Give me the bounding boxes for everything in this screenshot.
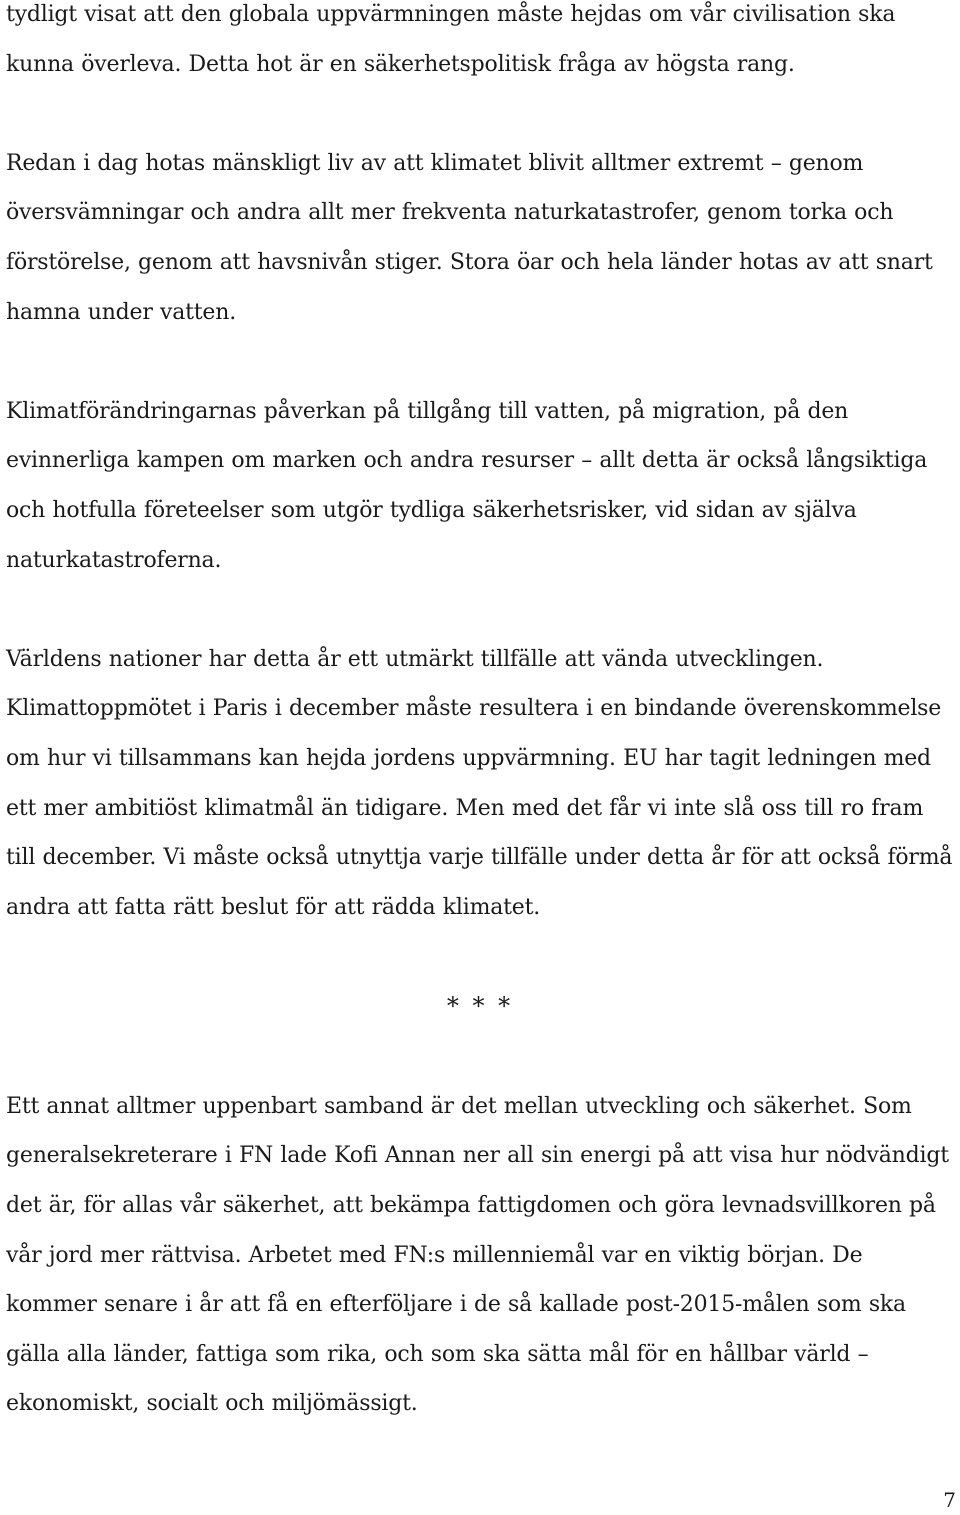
paragraph: Världens nationer har detta år ett utmärkt tillfälle att vända utvecklingen. Klimattoppmötet i Paris i december måste resultera i en bindande överenskommelse om hur vi tillsammans kan hejda jordens uppvärmning. EU har tagit ledningen med ett mer ambitiöst klimatmål än tidigare. Men med det får vi inte slå oss till ro fram till december. Vi måste också utnyttja varje tillfälle under detta år för att också förmå andra att fatta rätt beslut för att rädda klimatet.: [6, 646, 953, 920]
paragraph: Redan i dag hotas mänskligt liv av att klimatet blivit alltmer extremt – genom översvämningar och andra allt mer frekventa naturkatastrofer, genom torka och förstörelse, genom att havsnivån stiger. Stora öar och hela länder hotas av att snart hamna under vatten.: [6, 150, 933, 325]
paragraph: Klimatförändringarnas påverkan på tillgång till vatten, på migration, på den evinnerliga kampen om marken och andra resurser – allt detta är också långsiktiga och hotfulla företeelser som utgör tydliga säkerhetsrisker, vid sidan av själva naturkatastroferna.: [6, 398, 928, 573]
document-page: [6, 0, 954, 1429]
section-separator: * * *: [446, 992, 514, 1021]
paragraph: tydligt visat att den globala uppvärmningen måste hejdas om vår civilisation ska kunna överleva. Detta hot är en säkerhetspolitisk fråga av högsta rang.: [6, 2, 896, 77]
paragraph: Ett annat alltmer uppenbart samband är det mellan utveckling och säkerhet. Som generalsekreterare i FN lade Kofi Annan ner all sin energi på att visa hur nödvändigt det är, för allas vår säkerhet, att bekämpa fattigdomen och göra levnadsvillkoren på vår jord mer rättvisa. Arbetet med FN:s millenniemål var en viktig början. De kommer senare i år att få en efterföljare i de så kallade post-2015-målen som ska gälla alla länder, fattiga som rika, och som ska sätta mål för en hållbar värld – ekonomiskt, socialt och miljömässigt.: [6, 1093, 949, 1417]
page-number: 7: [943, 1488, 956, 1512]
